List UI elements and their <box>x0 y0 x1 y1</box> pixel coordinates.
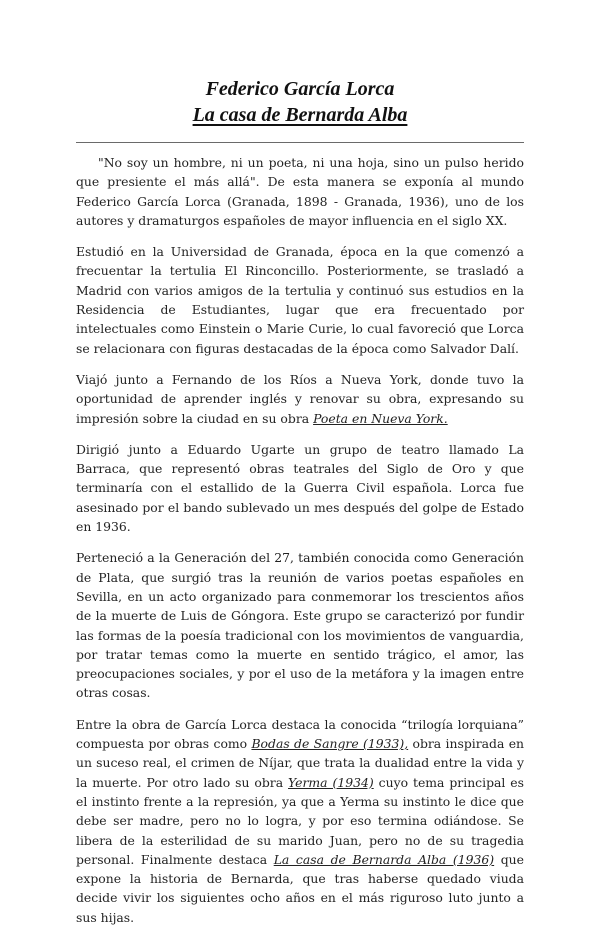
author-title: Federico García Lorca <box>205 78 395 100</box>
paragraph-generacion-27: Perteneció a la Generación del 27, también conocida como Generación de Plata, que surgió tras la reunión de varios poetas españoles en Sevilla, en un acto organizado para conmemorar los trescientos años de la muerte de Luis de Góngora. Este grupo se caracterizó por fundir las formas de la poesía tradicional con los movimientos de vanguardia, por tratar temas como la muerte en sentido trágico, el amor, las preocupaciones sociales, y por el uso de la metáfora y la imagen entre otras cosas. <box>76 550 524 701</box>
paragraph-intro: "No soy un hombre, ni un poeta, ni una hoja, sino un pulso herido que presiente el más allá". De esta manera se exponía al mundo Federico García Lorca (Granada, 1898 - Granada, 1936), uno de los autores y dramaturgos españoles de mayor influencia en el siglo XX. <box>76 155 524 228</box>
poeta-en-nueva-york-link[interactable]: Poeta en Nueva York. <box>313 410 448 426</box>
paragraph-education: Estudió en la Universidad de Granada, época en la que comenzó a frecuentar la tertulia El Rinconcillo. Posteriormente, se trasladó a Madrid con varios amigos de la tertulia y continuó sus estudios en la Residencia de Estudiantes, lugar que era frecuentado por intelectuales como Einstein o Marie Curie, lo cual favoreció que Lorca se relacionara con figuras destacadas de la época como Salvador Dalí. <box>76 244 524 356</box>
trilogia-text-d: que expone la historia de Bernarda, que tras haberse quedado viuda decide vivir los siguientes ocho años en el más riguroso luto junto a sus hijas. <box>76 851 524 925</box>
divider <box>76 142 524 143</box>
paragraph-trilogia <box>76 715 524 927</box>
yerma-link[interactable]: Yerma (1934) <box>288 774 374 790</box>
trilogia-text-b: obra inspirada en un suceso real, el crimen de Níjar, que trata la dualidad entre la vida y la muerte. Por otro lado su obra <box>76 736 525 790</box>
trilogia-text-a: Entre la obra de García Lorca destaca la conocida “trilogía lorquiana” compuesta por obras como <box>76 716 524 752</box>
paragraph-new-york <box>76 370 524 428</box>
la-casa-de-bernarda-alba-link[interactable]: La casa de Bernarda Alba (1936) <box>273 851 495 867</box>
bodas-de-sangre-link[interactable]: Bodas de Sangre (1933), <box>251 736 409 752</box>
trilogia-text-c: cuyo tema principal es el instinto frente a la represión, ya que a Yerma su instinto le dice que debe ser madre, pero no lo logra, y por eso termina odiándose. Se libera de la esterilidad de su marido Juan, pero no de su tragedia personal. Finalmente destaca <box>76 774 524 867</box>
work-title: La casa de Bernarda Alba <box>192 104 408 126</box>
paragraph-new-york-text: Viajó junto a Fernando de los Ríos a Nueva York, donde tuvo la oportunidad de aprender inglés y renovar su obra, expresando su impresión sobre la ciudad en su obra <box>76 371 524 426</box>
paragraph-la-barraca: Dirigió junto a Eduardo Ugarte un grupo de teatro llamado La Barraca, que representó obras teatrales del Siglo de Oro y que terminaría con el estallido de la Guerra Civil española. Lorca fue asesinado por el bando sublevado un mes después del golpe de Estado en 1936. <box>76 441 524 535</box>
